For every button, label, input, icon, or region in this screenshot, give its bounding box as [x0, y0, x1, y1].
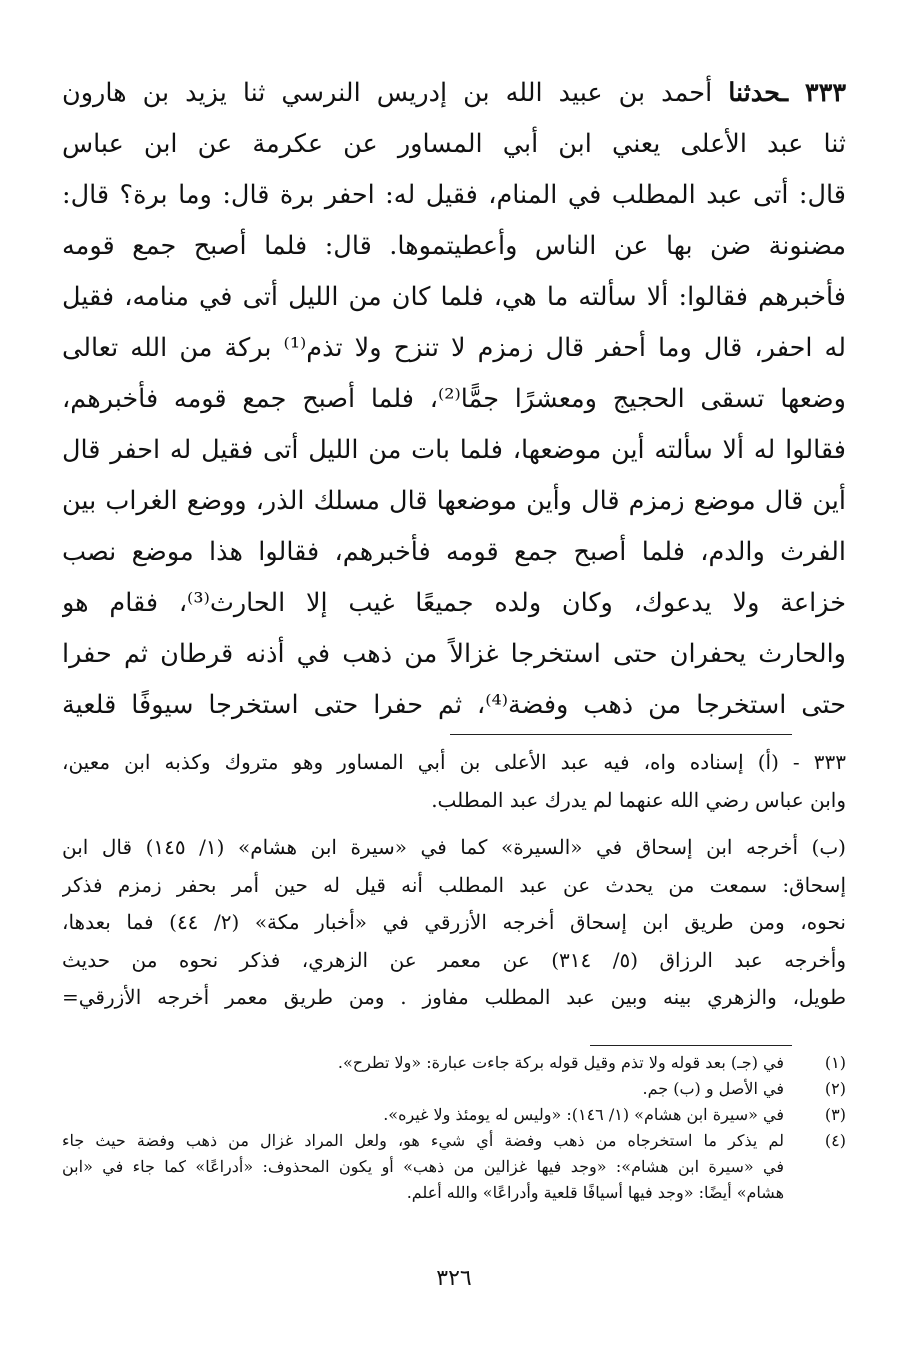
- footnote: [62, 1128, 846, 1206]
- hadith-line: أين قال موضع زمزم قال وأين موضعها قال مسلك الذر، ووضع الغراب بين: [62, 486, 846, 516]
- footnote-text: في «سيرة ابن هشام» (١/ ١٤٦): «وليس له يومئذ ولا غيره».: [383, 1105, 784, 1124]
- footnote-divider: [590, 1045, 792, 1046]
- hadith-line: ثنا عبد الأعلى يعني ابن أبي المساور عن عكرمة عن ابن عباس: [62, 129, 846, 159]
- commentary-line: نحوه، ومن طريق ابن إسحاق أخرجه الأزرقي في «أخبار مكة» (٢/ ٤٤) فما بعدها،: [62, 910, 846, 934]
- footnote-text: في الأصل و (ب) جم.: [642, 1079, 784, 1098]
- hadith-line: فأخبرهم فقالوا: ألا سألته ما هي، فلما كان من الليل أتى في منامه، فقيل: [62, 282, 846, 312]
- footnotes: [62, 1050, 846, 1206]
- commentary-line: وابن عباس رضي الله عنهما لم يدرك عبد المطلب.: [431, 787, 846, 812]
- page-number: ٣٢٦: [436, 1266, 472, 1291]
- hadith-line: خزاعة ولا يدعوك، وكان ولده جميعًا غيب إلا الحارث⁽³⁾، فقام هو: [62, 588, 846, 618]
- hadith-line: والحارث يحفران حتى استخرجا غزالاً من ذهب في أذنه قرطان ثم حفرا: [62, 639, 846, 669]
- commentary-line: طويل، والزهري بينه وبين عبد المطلب مفاوز . ومن طريق معمر أخرجه الأزرقي=: [62, 985, 846, 1009]
- hadith-line: وضعها تسقى الحجيج ومعشرًا جمًّا⁽²⁾، فلما أصبح جمع قومه فأخبرهم،: [62, 384, 846, 414]
- footnote-number: (٤): [824, 1131, 846, 1150]
- footnote-text: لم يذكر ما استخرجاه من ذهب وفضة أي شيء هو، ولعل المراد غزال من ذهب وفضة حيث جاء في «سيرة ابن هشام»: «وجد فيها غزالين من ذهب» أو يكون المحذوف: «أدراعًا» كما جاء في «ابن هشام» أيضًا: «وجد فيها أسيافًا قلعية وأدراعًا» والله أعلم.: [62, 1131, 784, 1202]
- main-text-divider: [450, 734, 792, 735]
- commentary: [62, 744, 846, 1017]
- hadith-line: مضنونة ضن بها عن الناس وأعطيتموها. قال: فلما أصبح جمع قومه: [62, 231, 846, 261]
- commentary-line: (ب) أخرجه ابن إسحاق في «السيرة» كما في «سيرة ابن هشام» (١/ ١٤٥) قال ابن: [62, 835, 846, 859]
- hadith-lead: حدثنا: [728, 78, 781, 108]
- hadith-line: حتى استخرجا من ذهب وفضة⁽⁴⁾، ثم حفرا حتى استخرجا سيوفًا قلعية: [62, 690, 846, 720]
- paragraph-gap: [62, 819, 846, 829]
- hadith-line: ٣٣٣ ـحدثنا أحمد بن عبيد الله بن إدريس النرسي ثنا يزيد بن هارون: [62, 78, 846, 108]
- footnote-number: (٣): [824, 1105, 846, 1124]
- hadith-text: [62, 68, 846, 731]
- footnote-number: (٢): [824, 1079, 846, 1098]
- footnote: [62, 1076, 846, 1102]
- footnote-text: في (جـ) بعد قوله ولا تذم وقيل قوله بركة جاءت عبارة: «ولا تطرح».: [337, 1053, 784, 1072]
- commentary-line: ٣٣٣ - (أ) إسناده واه، فيه عبد الأعلى بن أبي المساور وهو متروك وكذبه ابن معين،: [62, 750, 846, 774]
- footnote: [62, 1050, 846, 1076]
- footnote-number: (١): [824, 1053, 846, 1072]
- hadith-line: له احفر، قال وما أحفر قال زمزم لا تنزح ولا تذم⁽¹⁾ بركة من الله تعالى: [62, 333, 846, 363]
- hadith-line: قال: أتى عبد المطلب في المنام، فقيل له: احفر برة قال: وما برة؟ قال:: [62, 180, 846, 210]
- hadith-number: ٣٣٣ ـ: [780, 78, 846, 108]
- hadith-line: فقالوا له ألا سألته أين موضعها، فلما بات من الليل أتى فقيل له احفر قال: [62, 435, 846, 465]
- commentary-line: وأخرجه عبد الرزاق (٥/ ٣١٤) عن معمر عن الزهري، فذكر نحوه من حديث: [62, 947, 846, 972]
- hadith-line: الفرث والدم، فلما أصبح جمع قومه فأخبرهم، فقالوا هذا موضع نصب: [62, 537, 846, 567]
- footnote: [62, 1102, 846, 1128]
- commentary-line: إسحاق: سمعت من يحدث عن عبد المطلب أنه قيل له حين أمر بحفر زمزم فذكر: [62, 872, 846, 897]
